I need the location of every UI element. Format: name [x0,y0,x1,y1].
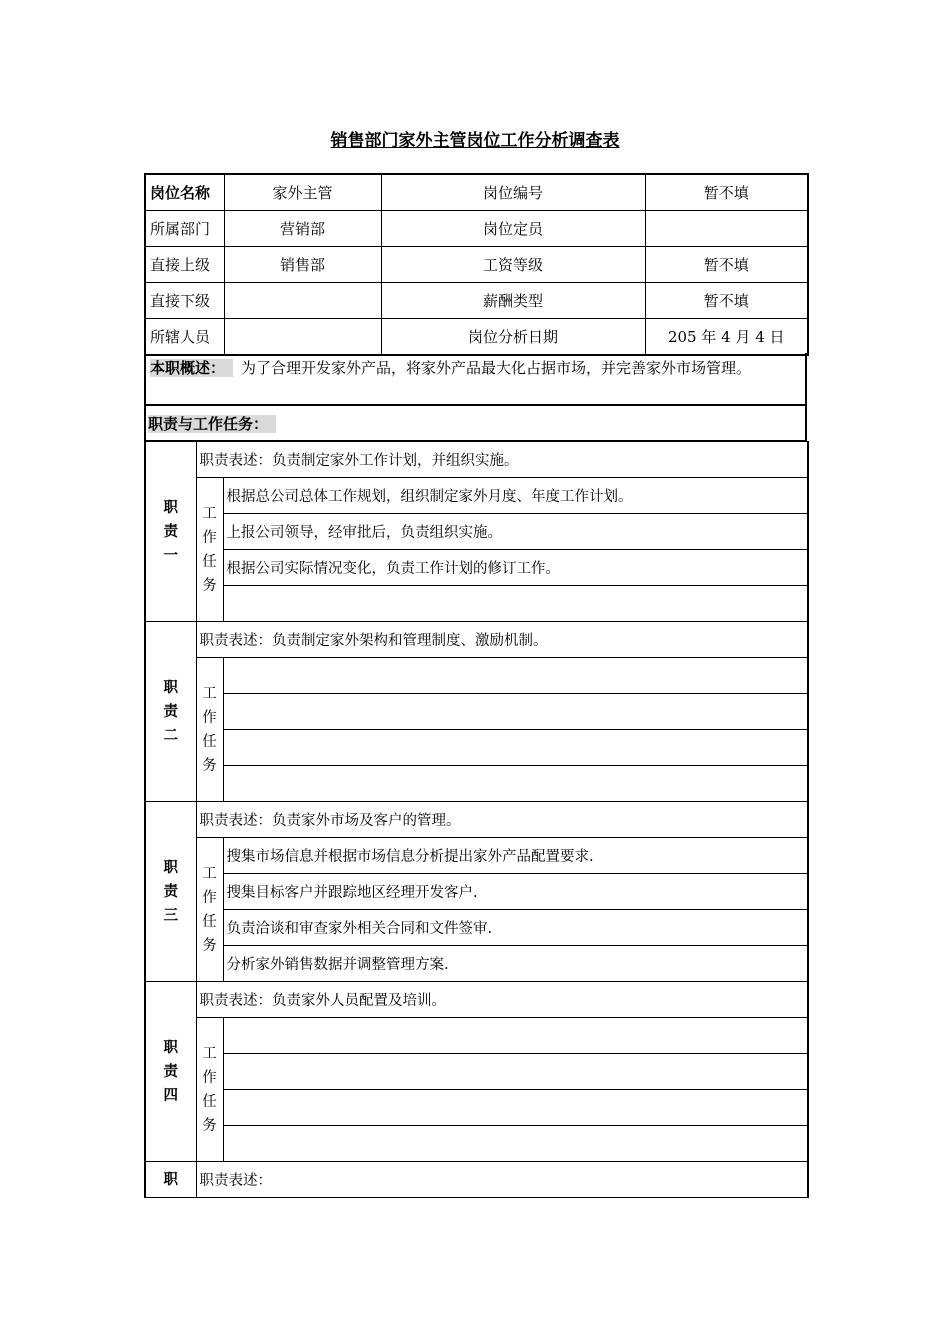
duty-desc-row [145,802,808,838]
duty-name-vertical: 职 责 二 [163,679,178,744]
duty-name [145,442,196,622]
task-row [145,1090,808,1126]
info-row [145,174,808,211]
task-label-vertical: 工 作 任 务 [202,1045,217,1134]
task-label-vertical: 工 作 任 务 [202,685,217,774]
task-item [223,1054,808,1090]
info-value [224,319,381,356]
task-row [145,730,808,766]
info-label: 所辖人员 [145,319,224,356]
task-row [145,1126,808,1162]
task-row [145,586,808,622]
responsibilities-header [144,406,807,442]
duties-table [144,441,809,1198]
task-item [223,658,808,694]
task-item [223,694,808,730]
task-label [196,1018,223,1162]
duty-name [145,622,196,802]
info-value [224,283,381,319]
duty-desc-row [145,982,808,1018]
duty-desc: 职责表述：负责制定家外架构和管理制度、激励机制。 [196,622,808,658]
info-row [145,211,808,247]
task-item: 上报公司领导，经审批后，负责组织实施。 [223,514,808,550]
task-row [145,910,808,946]
task-item [223,586,808,622]
info-label: 岗位编号 [381,174,645,211]
task-item [223,1018,808,1054]
summary-label: 本职概述： [150,359,233,377]
duty-desc: 职责表述： [196,1162,808,1198]
info-label: 工资等级 [381,247,645,283]
info-value: 家外主管 [224,174,381,211]
task-label [196,478,223,622]
info-row [145,319,808,356]
task-label-vertical: 工 作 任 务 [202,865,217,954]
task-row [145,1018,808,1054]
duty-name [145,802,196,982]
task-item: 根据公司实际情况变化，负责工作计划的修订工作。 [223,550,808,586]
task-row [145,766,808,802]
info-value: 暂不填 [645,283,808,319]
task-row [145,514,808,550]
duty-name-vertical: 职 责 四 [163,1039,178,1104]
task-item [223,730,808,766]
duty-name [145,982,196,1162]
duty-desc-row [145,1162,808,1198]
info-label: 直接下级 [145,283,224,319]
task-label [196,838,223,982]
task-item: 搜集市场信息并根据市场信息分析提出家外产品配置要求. [223,838,808,874]
info-label: 薪酬类型 [381,283,645,319]
task-row [145,478,808,514]
info-label: 岗位定员 [381,211,645,247]
responsibilities-header-label: 职责与工作任务： [148,415,276,433]
task-label [196,658,223,802]
task-row [145,1054,808,1090]
duty-name-vertical: 职 责 三 [163,859,178,924]
task-label-vertical: 工 作 任 务 [202,505,217,594]
info-label: 直接上级 [145,247,224,283]
task-item: 根据总公司总体工作规划，组织制定家外月度、年度工作计划。 [223,478,808,514]
basic-info-table [144,173,809,356]
task-row [145,658,808,694]
duty-desc: 职责表述：负责制定家外工作计划，并组织实施。 [196,442,808,478]
info-label: 所属部门 [145,211,224,247]
info-value: 营销部 [224,211,381,247]
task-row [145,874,808,910]
info-value: 暂不填 [645,174,808,211]
info-value: 暂不填 [645,247,808,283]
info-row [145,283,808,319]
task-row [145,550,808,586]
info-label: 岗位名称 [145,174,224,211]
summary-text: 为了合理开发家外产品，将家外产品最大化占据市场，并完善家外市场管理。 [241,359,752,377]
task-row [145,838,808,874]
page-title: 销售部门家外主管岗位工作分析调查表 [330,131,620,151]
duty-desc: 职责表述：负责家外市场及客户的管理。 [196,802,808,838]
duty-name-vertical: 职 责 一 [163,499,178,564]
job-summary [144,353,807,406]
task-row [145,946,808,982]
task-item: 分析家外销售数据并调整管理方案. [223,946,808,982]
task-item [223,1126,808,1162]
info-label: 岗位分析日期 [381,319,645,356]
info-value: 205 年 4 月 4 日 [645,319,808,356]
info-row [145,247,808,283]
duty-name: 职 [145,1162,196,1198]
duty-desc-row [145,622,808,658]
duty-desc-row [145,442,808,478]
info-value: 销售部 [224,247,381,283]
task-item: 负责洽谈和审查家外相关合同和文件签审. [223,910,808,946]
task-item: 搜集目标客户并跟踪地区经理开发客户. [223,874,808,910]
task-item [223,766,808,802]
info-value [645,211,808,247]
task-item [223,1090,808,1126]
duty-desc: 职责表述：负责家外人员配置及培训。 [196,982,808,1018]
task-row [145,694,808,730]
